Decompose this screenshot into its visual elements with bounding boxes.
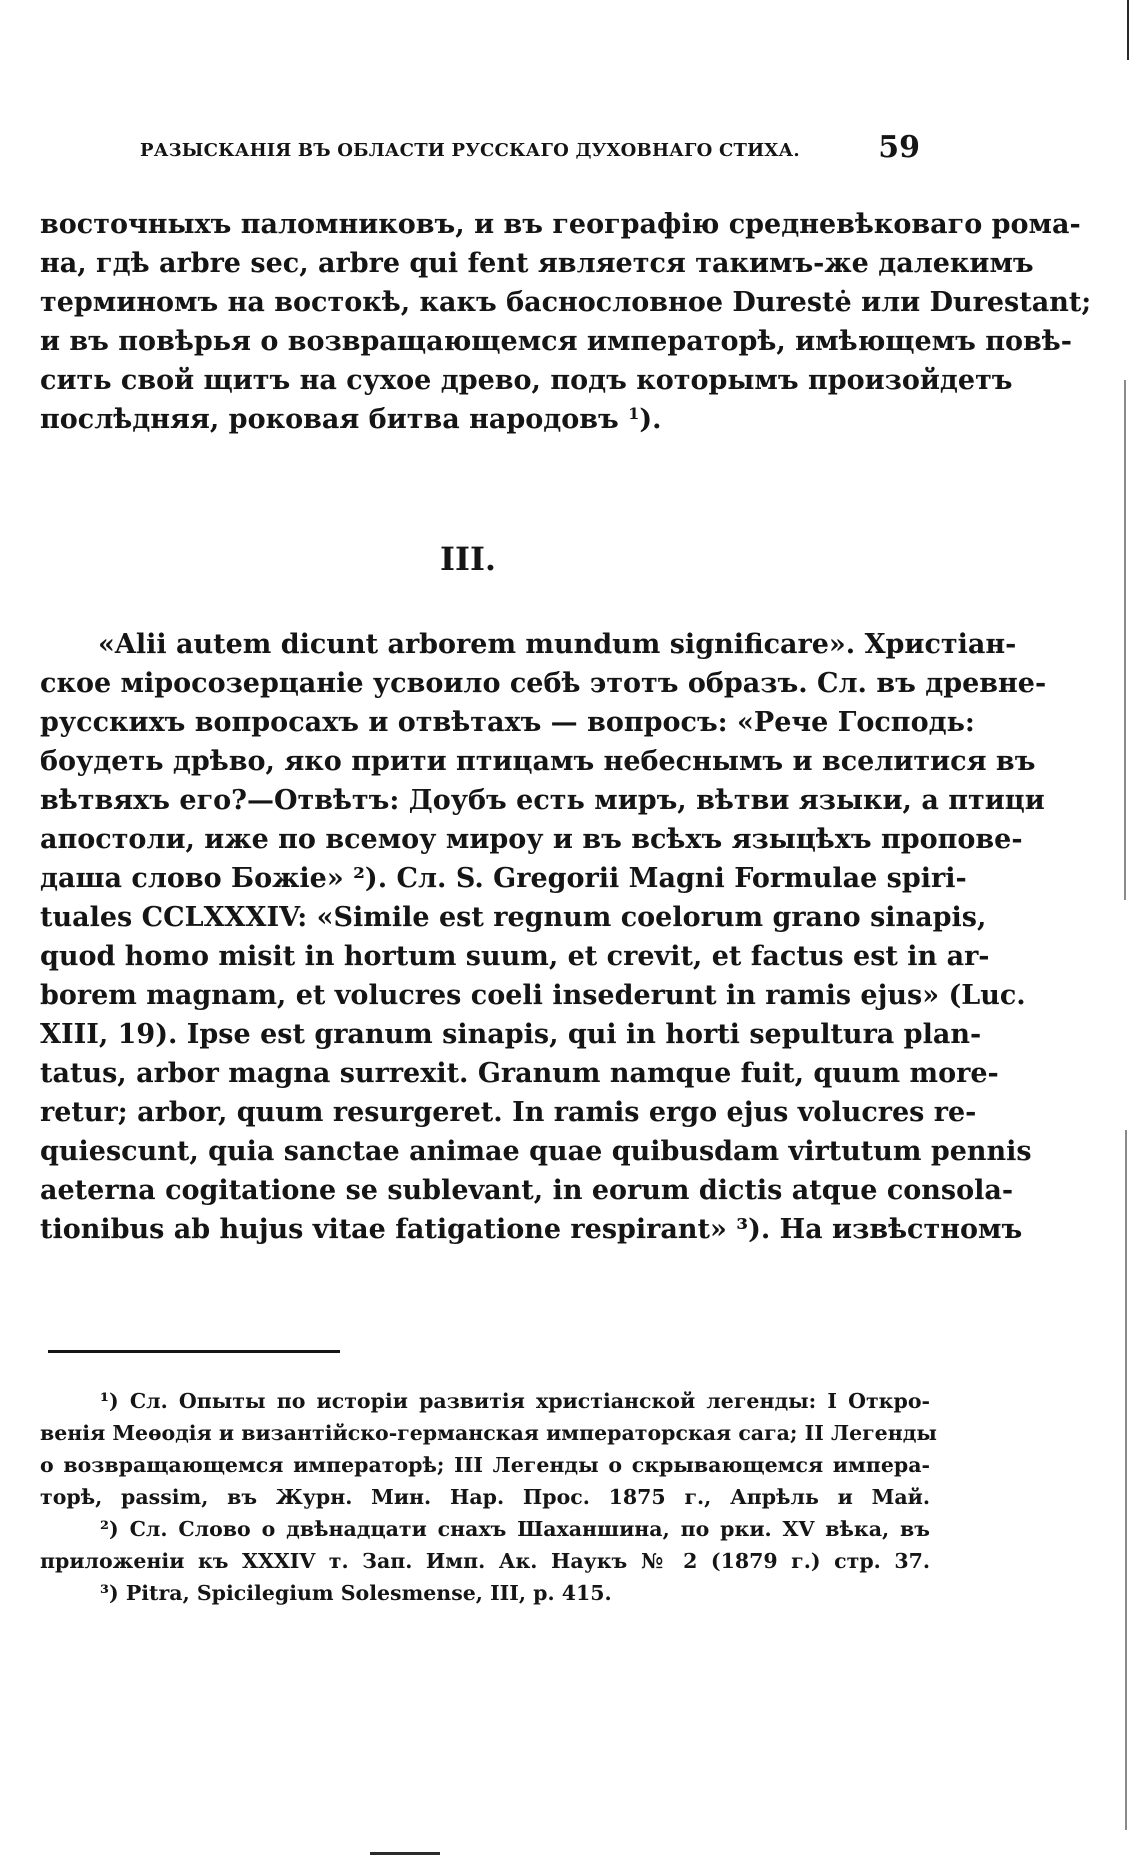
text-fragment: послѣдняя, роковая битва народовъ: [40, 404, 619, 435]
scan-edge-mark: [1125, 1130, 1127, 1830]
scan-edge-mark: [370, 1852, 440, 1855]
text-line: retur; arbor, quum resurgeret. In ramis ergo ejus volucres re-: [40, 1097, 977, 1128]
text-line: боудеть дрѣво, яко прити птицамъ небеснымъ и вселитися въ: [40, 746, 1036, 777]
paragraph-1: [40, 205, 1092, 439]
footnote-line: торѣ, passim, въ Журн. Мин. Нар. Прос. 1875 г., Апрѣль и Май.: [40, 1485, 930, 1509]
text-line: tionibus ab hujus vitae fatigatione respirant» ³). На извѣстномъ: [40, 1214, 1023, 1245]
text-line: даша слово Божіе» ²). Сл. S. Gregorii Magni Formulae spiri-: [40, 863, 967, 894]
footnote-ref: 1: [628, 404, 640, 424]
footnote-line: ³) Pitra, Spicilegium Solesmense, III, p. 415.: [100, 1581, 612, 1605]
text-line: русскихъ вопросахъ и отвѣтахъ — вопросъ: «Рече Господь:: [40, 707, 975, 738]
page-number: 59: [878, 130, 920, 165]
footnote-divider: [48, 1350, 340, 1353]
scan-edge-mark: [1127, 0, 1129, 60]
text-line: терминомъ на востокѣ, какъ баснословное Durestė или Durestant;: [40, 287, 1092, 318]
footnote-line: ²) Сл. Слово о двѣнадцати снахъ Шаханшина, по рки. XV вѣка, въ: [100, 1517, 930, 1541]
text-line: quod homo misit in hortum suum, et crevit, et factus est in ar-: [40, 941, 990, 972]
paragraph-2: [40, 625, 1047, 1249]
text-line: [40, 400, 930, 439]
text-line: «Alii autem dicunt arborem mundum significare». Христіан-: [98, 629, 1017, 660]
scan-edge-mark: [1124, 380, 1126, 900]
running-head: РАЗЫСКАНІЯ ВЪ ОБЛАСТИ РУССКАГО ДУХОВНАГО СТИХА.: [140, 140, 800, 161]
text-line: XIII, 19). Ipse est granum sinapis, qui in horti sepultura plan-: [40, 1019, 982, 1050]
text-line: ское міросозерцаніе усвоило себѣ этотъ образъ. Сл. въ древне-: [40, 668, 1047, 699]
footnote-line: приложеніи къ XXXIV т. Зап. Имп. Ак. Наукъ № 2 (1879 г.) стр. 37.: [40, 1549, 930, 1573]
footnote-line: венія Меѳодія и византійско-германская императорская сага; II Легенды: [40, 1421, 937, 1445]
footnote-line: ¹) Сл. Опыты по исторіи развитія христіанской легенды: I Откро-: [100, 1389, 930, 1413]
text-line: tatus, arbor magna surrexit. Granum namque fuit, quum more-: [40, 1058, 999, 1089]
text-line: quiescunt, quia sanctae animae quae quibusdam virtutum pennis: [40, 1136, 1032, 1167]
text-line: восточныхъ паломниковъ, и въ географію средневѣковаго рома-: [40, 209, 1081, 240]
text-line: и въ повѣрья о возвращающемся императорѣ, имѣющемъ повѣ-: [40, 326, 1072, 357]
text-line: апостоли, иже по всемоу мироу и въ всѣхъ языцѣхъ пропове-: [40, 824, 1023, 855]
footnotes: [40, 1385, 937, 1609]
page-header: [140, 130, 920, 170]
text-line: сить свой щитъ на сухое древо, подъ которымъ произойдетъ: [40, 365, 1013, 396]
text-line: tuales CCLXXXIV: «Simile est regnum coelorum grano sinapis,: [40, 902, 987, 933]
footnote-line: о возвращающемся императорѣ; III Легенды о скрывающемся импера-: [40, 1453, 930, 1477]
text-line: на, гдѣ arbre sec, arbre qui fent является такимъ-же далекимъ: [40, 248, 1034, 279]
text-line: вѣтвяхъ его?—Отвѣтъ: Доубъ есть миръ, вѣтви языки, а птици: [40, 785, 1045, 816]
text-line: borem magnam, et volucres coeli insederunt in ramis ejus» (Luc.: [40, 980, 1026, 1011]
text-fragment: ).: [639, 404, 662, 435]
section-heading: III.: [440, 540, 497, 578]
text-line: aeterna cogitatione se sublevant, in eorum dictis atque consola-: [40, 1175, 1014, 1206]
